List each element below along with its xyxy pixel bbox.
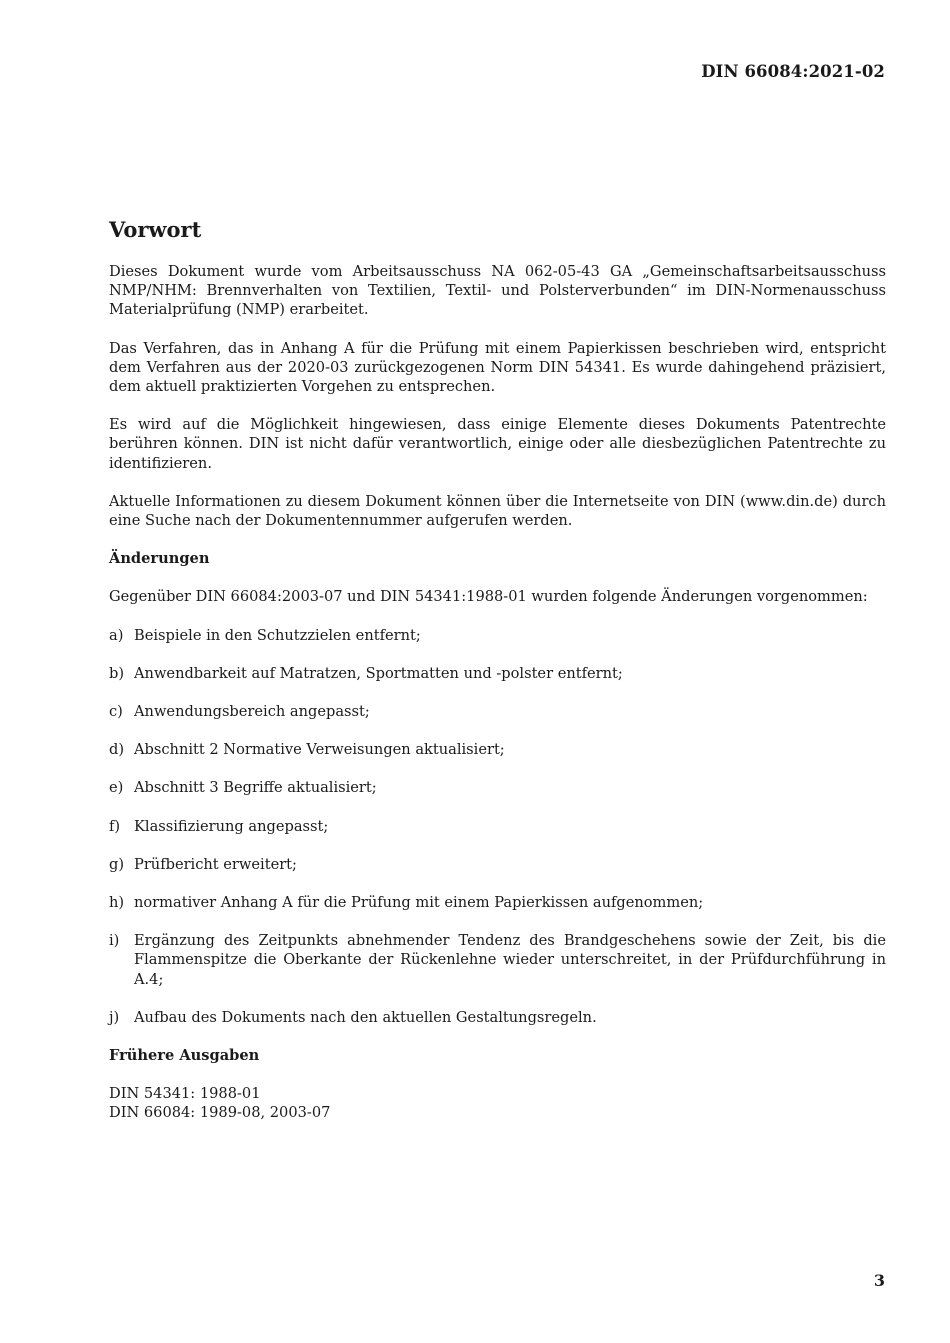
page-number: 3 xyxy=(873,1271,885,1290)
list-item-text: Klassifizierung angepasst; xyxy=(134,817,329,835)
list-marker: h) xyxy=(109,894,125,912)
list-item xyxy=(109,1008,886,1027)
list-item xyxy=(109,702,886,721)
list-item-text: Beispiele in den Schutzzielen entfernt; xyxy=(134,626,421,644)
paragraph-information: Aktuelle Informationen zu diesem Dokument können über die Internetseite von DIN (www.din.de) durch eine Suche nach der Dokumentennummer aufgerufen werden. xyxy=(109,492,886,530)
list-item xyxy=(109,740,886,759)
edition-line: DIN 54341: 1988-01 xyxy=(109,1085,261,1103)
previous-editions-list xyxy=(109,1084,886,1122)
list-item xyxy=(109,893,886,912)
list-item-text: Prüfbericht erweitert; xyxy=(134,855,297,873)
paragraph-patents: Es wird auf die Möglichkeit hingewiesen, dass einige Elemente dieses Dokuments Patentrechte berühren können. DIN ist nicht dafür verantwortlich, einige oder alle diesbezüglichen Patentrechte zu identifizieren. xyxy=(109,416,886,472)
changes-heading: Änderungen xyxy=(109,550,210,568)
paragraph-method: Das Verfahren, das in Anhang A für die Prüfung mit einem Papierkissen beschrieben wird, entspricht dem Verfahren aus der 2020-03 zurückgezogenen Norm DIN 54341. Es wurde dahingehend präzisiert, dem aktuell praktizierten Vorgehen zu entsprechen. xyxy=(109,339,886,396)
document-id: DIN 66084:2021-02 xyxy=(701,62,885,81)
list-item-text: Ergänzung des Zeitpunkts abnehmender Tendenz des Brandgeschehens sowie der Zeit, bis die Flammenspitze die Oberkante der Rückenlehne wieder unterschreitet, in der Prüfdurchführung in A.4; xyxy=(134,932,886,988)
paragraph-committee: Dieses Dokument wurde vom Arbeitsausschuss NA 062-05-43 GA „Gemeinschaftsarbeitsausschuss NMP/NHM: Brennverhalten von Textilien, Textil- und Polsterverbunden“ im DIN-Normenausschuss Materialprüfung (NMP) erarbeitet. xyxy=(109,263,886,319)
list-marker: b) xyxy=(109,664,125,682)
list-item xyxy=(109,626,886,645)
list-item-text: Abschnitt 2 Normative Verweisungen aktualisiert; xyxy=(134,741,505,759)
list-item-text: Anwendbarkeit auf Matratzen, Sportmatten und -polster entfernt; xyxy=(134,664,623,682)
changes-intro: Gegenüber DIN 66084:2003-07 und DIN 54341:1988-01 wurden folgende Änderungen vorgenommen: xyxy=(109,588,868,606)
list-marker: a) xyxy=(109,626,124,644)
changes-list xyxy=(109,626,886,1027)
previous-editions-heading: Frühere Ausgaben xyxy=(109,1047,260,1065)
edition-line: DIN 66084: 1989-08, 2003-07 xyxy=(109,1104,331,1122)
foreword-section xyxy=(109,215,886,1123)
list-item-text: Anwendungsbereich angepasst; xyxy=(134,703,370,721)
list-marker: d) xyxy=(109,741,125,759)
list-item xyxy=(109,855,886,874)
page-title: Vorwort xyxy=(109,217,202,242)
list-marker: c) xyxy=(109,703,123,721)
list-marker: f) xyxy=(109,817,121,835)
list-marker: j) xyxy=(109,1008,120,1026)
list-marker: e) xyxy=(109,779,124,797)
list-item xyxy=(109,664,886,683)
list-item xyxy=(109,817,886,836)
list-marker: g) xyxy=(109,855,125,873)
list-item xyxy=(109,778,886,797)
list-item-text: Aufbau des Dokuments nach den aktuellen Gestaltungsregeln. xyxy=(134,1008,597,1026)
list-marker: i) xyxy=(109,932,120,950)
list-item-text: Abschnitt 3 Begriffe aktualisiert; xyxy=(134,779,377,797)
list-item-text: normativer Anhang A für die Prüfung mit einem Papierkissen aufgenommen; xyxy=(134,894,704,912)
list-item xyxy=(109,931,886,989)
